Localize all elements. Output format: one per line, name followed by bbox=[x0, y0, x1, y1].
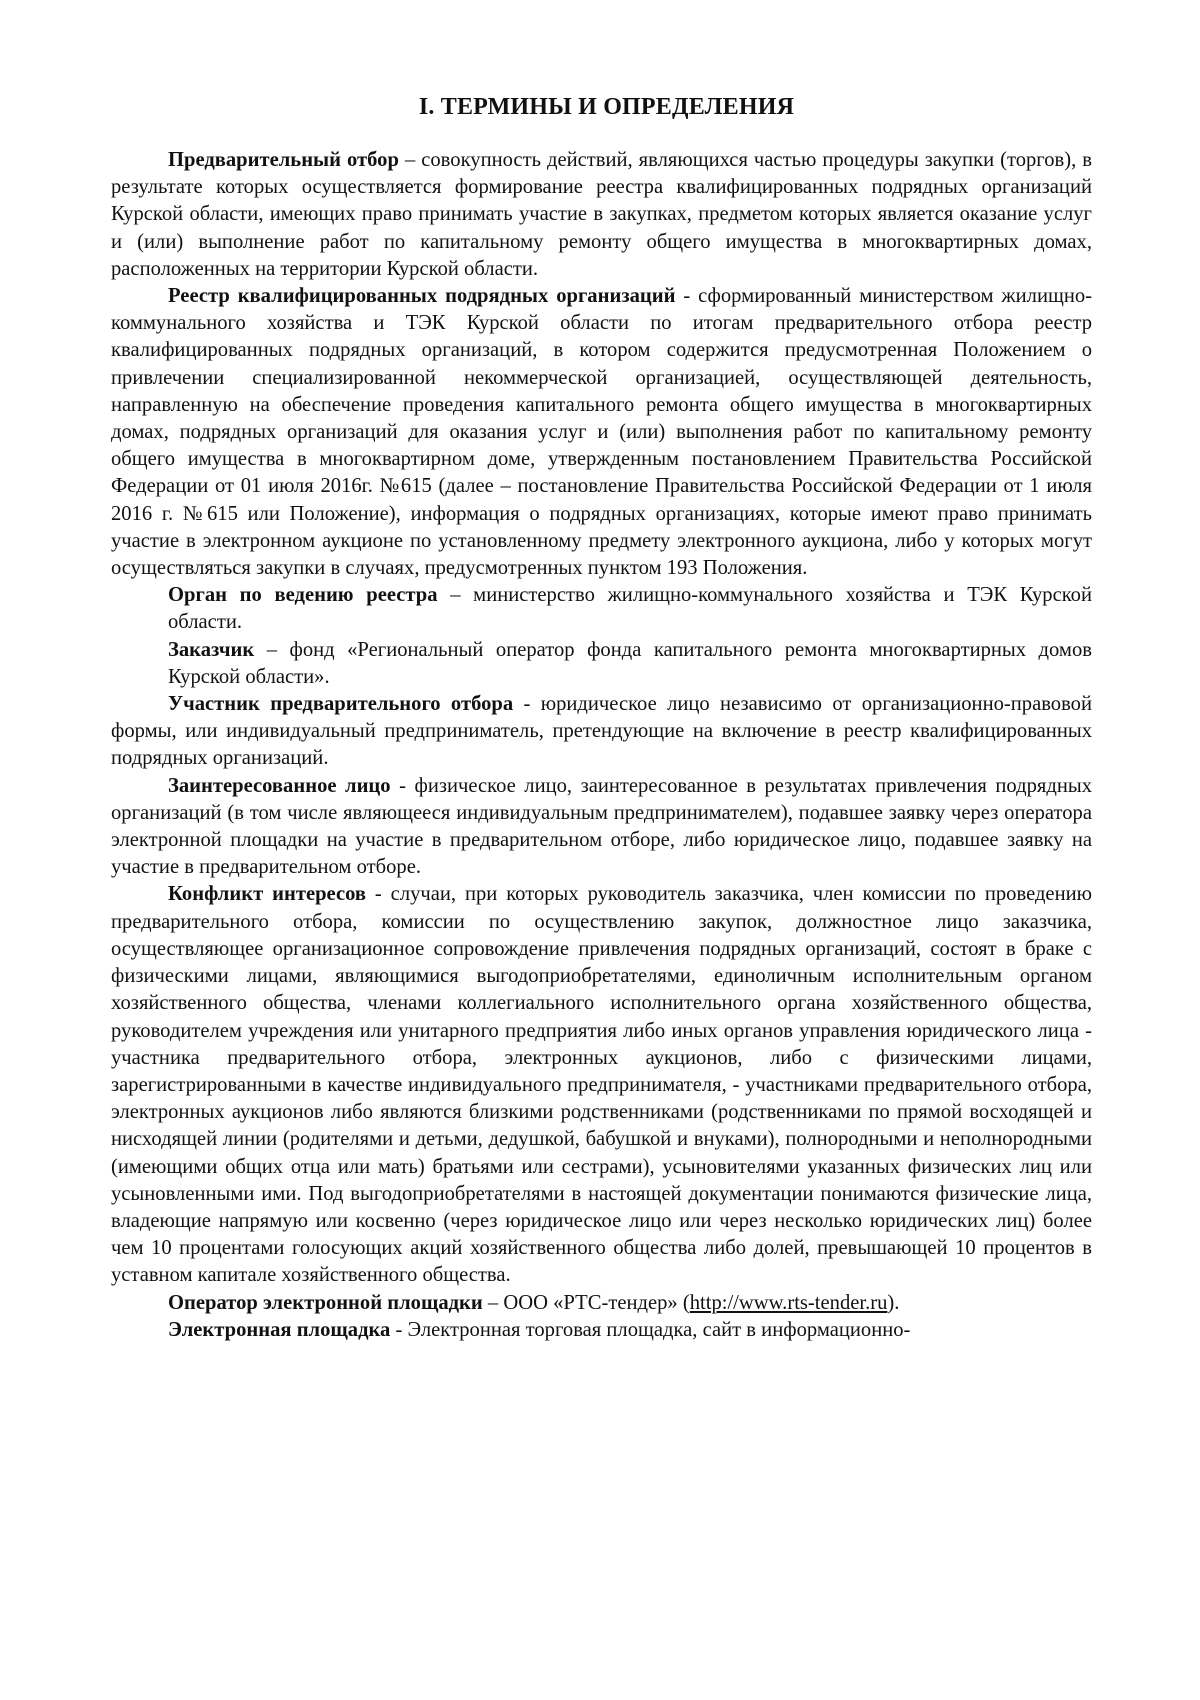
definition-customer bbox=[111, 637, 1092, 691]
definition-term: Заинтересованное лицо bbox=[168, 774, 391, 797]
definition-term: Оператор электронной площадки bbox=[168, 1291, 483, 1314]
definition-participant bbox=[111, 691, 1092, 773]
definition-term: Орган по ведению реестра bbox=[168, 584, 438, 607]
definition-term: Реестр квалифицированных подрядных организаций bbox=[168, 285, 676, 308]
section-title: I. ТЕРМИНЫ И ОПРЕДЕЛЕНИЯ bbox=[418, 94, 795, 120]
definition-term: Конфликт интересов bbox=[168, 883, 366, 906]
definition-interested-person bbox=[111, 773, 1092, 882]
definition-electronic-platform bbox=[111, 1317, 1092, 1344]
definition-text: – министерство жилищно-коммунального хозяйства и ТЭК Курской области. bbox=[168, 584, 1092, 634]
definition-text: - случаи, при которых руководитель заказчика, член комиссии по проведению предварительного отбора, комиссии по осуществлению закупок, должностное лицо заказчика, осуществляющее организационное сопровождение привлечения подрядных организаций, состоят в браке с физическими лицами, являющимися выгодоприобретателями, единоличным исполнительным органом хозяйственного общества, членами коллегиального исполнительного органа хозяйственного общества, руководителем учреждения или унитарного предприятия либо иных органов управления юридического лица - участника предварительного отбора, электронных аукционов, либо с физическими лицами, зарегистрированными в качестве индивидуального предпринимателя, - участниками предварительного отбора, электронных аукционов либо являются близкими родственниками (родственниками по прямой восходящей и нисходящей линии (родителями и детьми, дедушкой, бабушкой и внуками), полнородными и неполнородными (имеющими общих отца или мать) братьями или сестрами), усыновителями указанных физических лиц или усыновленными ими. Под выгодоприобретателями в настоящей документации понимаются физические лица, владеющие напрямую или косвенно (через юридическое лицо или через несколько юридических лиц) более чем 10 процентами голосующих акций хозяйственного общества либо долей, превышающей 10 процентов в уставном капитале хозяйственного общества. bbox=[111, 883, 1092, 1287]
operator-website-link[interactable]: http://www.rts-tender.ru bbox=[689, 1291, 888, 1314]
definition-text: – фонд «Региональный оператор фонда капитального ремонта многоквартирных домов Курской области». bbox=[168, 638, 1092, 688]
definition-text: - юридическое лицо независимо от организационно-правовой формы, или индивидуальный предприниматель, претендующие на включение в реестр квалифицированных подрядных организаций. bbox=[111, 693, 1092, 770]
definition-text: - сформированный министерством жилищно-коммунального хозяйства и ТЭК Курской области по итогам предварительного отбора реестр квалифицированных подрядных организаций, в котором содержится предусмотренная Положением о привлечении специализированной некоммерческой организацией, осуществляющей деятельность, направленную на обеспечение проведения капитального ремонта общего имущества в многоквартирных домах, подрядных организаций для оказания услуг и (или) выполнения работ по капитальному ремонту общего имущества в многоквартирном доме, утвержденным постановлением Правительства Российской Федерации от 01 июля 2016г. №615 (далее – постановление Правительства Российской Федерации от 1 июля 2016 г. №615 или Положение), информация о подрядных организациях, которые имеют право принимать участие в электронном аукционе по установленному предмету электронного аукциона, либо у которых могут осуществляться закупки в случаях, предусмотренных пунктом 193 Положения. bbox=[111, 285, 1092, 580]
definition-text: - физическое лицо, заинтересованное в результатах привлечения подрядных организаций (в том числе являющееся индивидуальным предпринимателем), подавшее заявку через оператора электронной площадки на участие в предварительном отборе, либо юридическое лицо, подавшее заявку на участие в предварительном отборе. bbox=[111, 774, 1093, 879]
definition-term: Участник предварительного отбора bbox=[168, 693, 514, 716]
definition-text: – совокупность действий, являющихся частью процедуры закупки (торгов), в результате которых осуществляется формирование реестра квалифицированных подрядных организаций Курской области, имеющих право принимать участие в закупках, предметом которых является оказание услуг и (или) выполнение работ по капитальному ремонту общего имущества в многоквартирных домах, расположенных на территории Курской области. bbox=[111, 149, 1092, 280]
definition-conflict-of-interest bbox=[111, 881, 1092, 1289]
definition-platform-operator bbox=[111, 1290, 1092, 1317]
definition-term: Предварительный отбор bbox=[168, 149, 399, 171]
definition-registry-body bbox=[111, 582, 1092, 636]
definition-term: Электронная площадка bbox=[168, 1318, 391, 1341]
definition-text: ). bbox=[887, 1291, 900, 1314]
definition-text: – ООО «РТС-тендер» ( bbox=[482, 1291, 690, 1314]
definition-preliminary-selection bbox=[111, 147, 1092, 283]
definition-registry bbox=[111, 283, 1092, 582]
definition-term: Заказчик bbox=[168, 638, 255, 661]
definition-text: - Электронная торговая площадка, сайт в информационно- bbox=[390, 1318, 911, 1341]
